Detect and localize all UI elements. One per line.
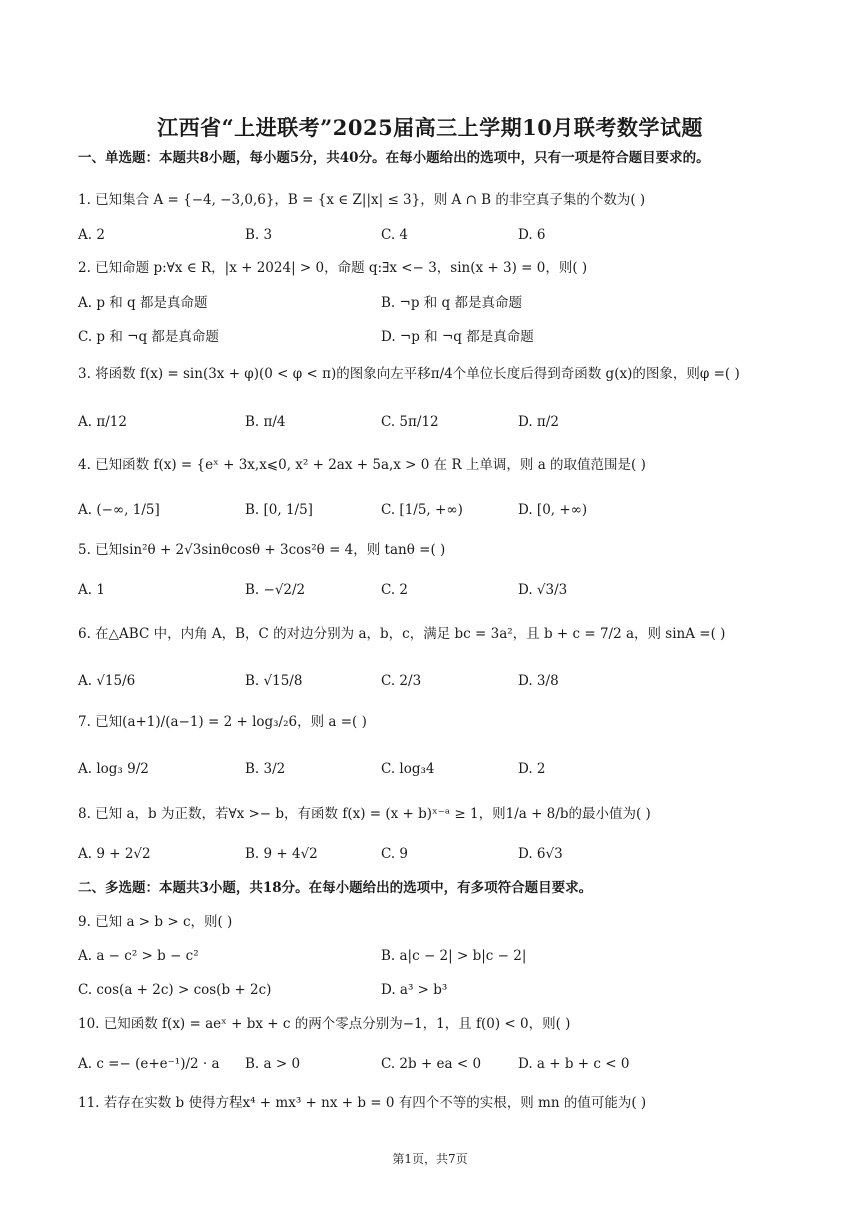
q4-option-a: A. (−∞, 1/5] <box>78 502 160 518</box>
q5-option-a: A. 1 <box>78 582 105 598</box>
q3-option-a: A. π/12 <box>78 414 127 430</box>
q6-option-a: A. √15/6 <box>78 673 136 689</box>
q8-option-b: B. 9 + 4√2 <box>245 846 318 862</box>
q6-option-b: B. √15/8 <box>245 673 303 689</box>
question-1-stem: 1. 已知集合 A = {−4, −3,0,6}，B = {x ∈ Z||x| ≤ 3}，则 A ∩ B 的非空真子集的个数为( ) <box>78 192 646 208</box>
q1-option-b: B. 3 <box>245 227 273 243</box>
q10-option-a: A. c =− (e+e⁻¹)/2 · a <box>78 1056 220 1072</box>
q2-option-d: D. ¬p 和 ¬q 都是真命题 <box>381 329 534 345</box>
q1-option-a: A. 2 <box>78 227 105 243</box>
question-4-stem: 4. 已知函数 f(x) = {eˣ + 3x,x⩽0, x² + 2ax + 5a,x > 0 在 R 上单调，则 a 的取值范围是( ) <box>78 457 646 473</box>
q7-option-c: C. log₃4 <box>381 761 435 777</box>
q9-option-d: D. a³ > b³ <box>381 982 448 998</box>
q1-option-c: C. 4 <box>381 227 409 243</box>
q9-option-a: A. a − c² > b − c² <box>78 948 199 964</box>
q5-option-b: B. −√2/2 <box>245 582 306 598</box>
q3-option-c: C. 5π/12 <box>381 414 439 430</box>
exam-title: 江西省“上进联考”2025届高三上学期10月联考数学试题 <box>157 115 703 140</box>
q10-option-d: D. a + b + c < 0 <box>518 1056 630 1072</box>
question-6-stem: 6. 在△ABC 中，内角 A，B，C 的对边分别为 a，b，c，满足 bc = 3a²，且 b + c = 7/2 a，则 sinA =( ) <box>78 626 726 642</box>
question-7-stem: 7. 已知(a+1)/(a−1) = 2 + log₃/₂6，则 a =( ) <box>78 714 367 730</box>
q2-option-c: C. p 和 ¬q 都是真命题 <box>78 329 219 345</box>
q9-option-b: B. a|c − 2| > b|c − 2| <box>381 948 527 964</box>
section-1-heading: 一、单选题：本题共8小题，每小题5分，共40分。在每小题给出的选项中，只有一项是符合题目要求的。 <box>78 150 710 166</box>
q10-option-b: B. a > 0 <box>245 1056 301 1072</box>
q2-option-a: A. p 和 q 都是真命题 <box>78 295 208 311</box>
question-11-stem: 11. 若存在实数 b 使得方程x⁴ + mx³ + nx + b = 0 有四个不等的实根，则 mn 的值可能为( ) <box>78 1095 647 1111</box>
q4-option-c: C. [1/5, +∞) <box>381 502 463 518</box>
q6-option-d: D. 3/8 <box>518 673 559 689</box>
q3-option-d: D. π/2 <box>518 414 559 430</box>
q8-option-c: C. 9 <box>381 846 409 862</box>
q3-option-b: B. π/4 <box>245 414 286 430</box>
question-3-stem: 3. 将函数 f(x) = sin(3x + φ)(0 < φ < π)的图象向左平移π/4个单位长度后得到奇函数 g(x)的图象，则φ =( ) <box>78 366 740 382</box>
q9-option-c: C. cos(a + 2c) > cos(b + 2c) <box>78 982 272 998</box>
q5-option-d: D. √3/3 <box>518 582 568 598</box>
q8-option-d: D. 6√3 <box>518 846 563 862</box>
question-5-stem: 5. 已知sin²θ + 2√3sinθcosθ + 3cos²θ = 4，则 tanθ =( ) <box>78 542 446 558</box>
q6-option-c: C. 2/3 <box>381 673 422 689</box>
page-footer: 第1页，共7页 <box>392 1152 468 1166</box>
question-10-stem: 10. 已知函数 f(x) = aeˣ + bx + c 的两个零点分别为−1，1，且 f(0) < 0，则( ) <box>78 1016 571 1032</box>
q5-option-c: C. 2 <box>381 582 409 598</box>
q4-option-d: D. [0, +∞) <box>518 502 588 518</box>
question-8-stem: 8. 已知 a，b 为正数，若∀x >− b，有函数 f(x) = (x + b)ˣ⁻ᵃ ≥ 1，则1/a + 8/b的最小值为( ) <box>78 806 651 822</box>
q7-option-d: D. 2 <box>518 761 546 777</box>
question-2-stem: 2. 已知命题 p:∀x ∈ R，|x + 2024| > 0，命题 q:∃x <− 3，sin(x + 3) = 0，则( ) <box>78 260 588 276</box>
section-2-heading: 二、多选题：本题共3小题，共18分。在每小题给出的选项中，有多项符合题目要求。 <box>78 880 593 896</box>
q1-option-d: D. 6 <box>518 227 546 243</box>
q2-option-b: B. ¬p 和 q 都是真命题 <box>381 295 522 311</box>
q7-option-b: B. 3/2 <box>245 761 286 777</box>
question-9-stem: 9. 已知 a > b > c，则( ) <box>78 914 233 930</box>
q10-option-c: C. 2b + ea < 0 <box>381 1056 482 1072</box>
q7-option-a: A. log₃ 9/2 <box>78 761 149 777</box>
q4-option-b: B. [0, 1/5] <box>245 502 313 518</box>
q8-option-a: A. 9 + 2√2 <box>78 846 151 862</box>
